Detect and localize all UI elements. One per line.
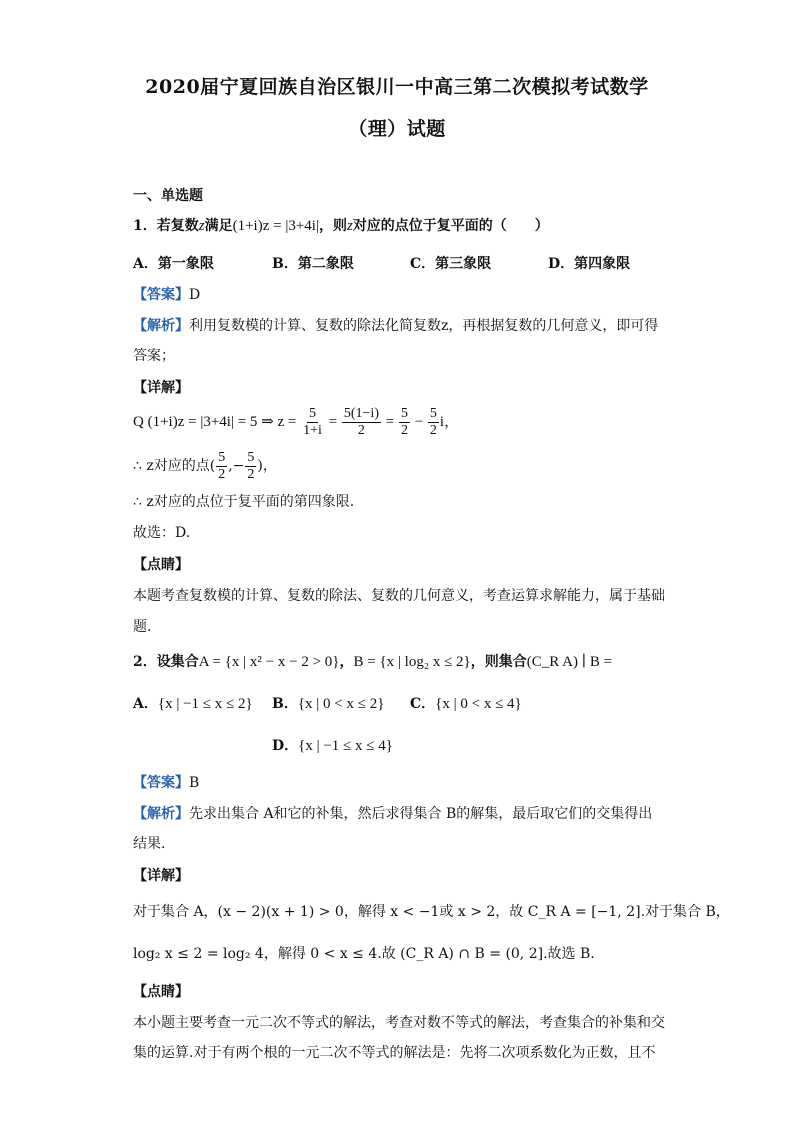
- q1-comment-line2: 题.: [133, 619, 152, 635]
- q1-comment-line1: 本题考查复数模的计算、复数的除法、复数的几何意义，考查运算求解能力，属于基础: [133, 588, 665, 604]
- q2-stem-eq2: B = {x | log₂ x ≤ 2}: [353, 654, 471, 670]
- doc-title-line2: （理）试题: [348, 118, 446, 140]
- q1-stem: [133, 216, 549, 236]
- q2-stem-b: ，: [339, 654, 354, 670]
- q2-answer: [133, 773, 199, 793]
- q1-analysis-text: 利用复数模的计算、复数的除法化简复数z，再根据复数的几何意义，即可得: [189, 318, 659, 334]
- q1-answer: [133, 285, 200, 305]
- q2-detail-line2: log₂ x ≤ 2 = log₂ 4，解得 0 < x ≤ 4.故 (C_R A) ∩ B = (0, 2].故选 B.: [133, 946, 595, 962]
- q1-frac2: $\frac{5(1-i)}{2}$: [343, 406, 379, 439]
- q1-point-prefix: ∴ z对应的点(: [133, 458, 216, 474]
- q1-option-c: C．第三象限: [410, 256, 492, 272]
- q1-answer-value: D: [189, 287, 201, 303]
- q2-stem: [133, 652, 612, 672]
- q2-analysis-line2: 结果.: [133, 836, 166, 852]
- q1-stem-b: 满足: [204, 218, 233, 234]
- q2-option-d: D．{x | −1 ≤ x ≤ 4}: [272, 738, 393, 754]
- q2-comment-line2: 集的运算.对于有两个根的一元二次不等式的解法是：先将二次项系数化为正数，且不: [133, 1045, 656, 1061]
- q1-analysis-tag: 【解析】: [133, 318, 189, 334]
- q1-comment-tag: 【点睛】: [133, 557, 189, 573]
- q2-option-b: B．{x | 0 < x ≤ 2}: [272, 696, 385, 712]
- q1-frac4: $\frac{5}{2}$: [429, 406, 437, 439]
- doc-title-line1: 2020届宁夏回族自治区银川一中高三第二次模拟考试数学: [145, 76, 649, 98]
- q1-option-b: B．第二象限: [272, 256, 354, 272]
- q1-detail-line2: ∴ z对应的点( $\frac{5}{2}$ ,− $\frac{5}{2}$ )，: [133, 449, 277, 482]
- q2-stem-eq1: A = {x | x² − x − 2 > 0}: [198, 654, 340, 670]
- q2-stem-eq3: (C_R A) ∣ B =: [526, 654, 613, 670]
- q2-comment-tag: 【点睛】: [133, 984, 189, 1000]
- q1-stem-d: 对应的点位于复平面的（ ）: [352, 218, 549, 234]
- q2-detail-line1: 对于集合 A，(x − 2)(x + 1) > 0，解得 x < −1或 x > 2，故 C_R A = [−1, 2].对于集合 B，: [133, 904, 730, 920]
- q1-point-frac1: $\frac{5}{2}$: [218, 449, 226, 482]
- q2-answer-value: B: [189, 775, 200, 791]
- q1-stem-a: 1．若复数: [133, 218, 199, 234]
- q2-comment-line1: 本小题主要考查一元二次不等式的解法，考查对数不等式的解法，考查集合的补集和交: [133, 1015, 665, 1031]
- q1-stem-eq: (1+i)z = |3+4i|: [232, 218, 319, 234]
- q1-detail-tail: i，: [439, 414, 460, 430]
- q1-analysis-line1: [133, 316, 658, 336]
- q1-frac3: $\frac{5}{2}$: [400, 406, 408, 439]
- q2-answer-tag: 【答案】: [133, 775, 189, 791]
- q1-detail-line1: Q (1+i)z = |3+4i| = 5 ⇒ z = $\frac{5}{1+i}$ = $\frac{5(1-i)}{2}$ = $\frac{5}{2}$ − $\frac{5}{2}$ i，: [133, 406, 460, 439]
- q2-analysis-tag: 【解析】: [133, 806, 189, 822]
- q1-point-suffix: )，: [257, 458, 277, 474]
- q2-analysis-line1: [133, 804, 652, 824]
- section-heading: 一、单选题: [133, 188, 203, 204]
- q1-point-frac2: $\frac{5}{2}$: [247, 449, 255, 482]
- q2-option-c: C．{x | 0 < x ≤ 4}: [410, 696, 522, 712]
- q1-option-a: A．第一象限: [133, 256, 214, 272]
- q1-detail-line3: ∴ z对应的点位于复平面的第四象限.: [133, 494, 355, 510]
- q1-choose: 故选：D.: [133, 525, 191, 541]
- q2-stem-c: ，则集合: [470, 654, 527, 670]
- q2-stem-a: 2．设集合: [133, 654, 199, 670]
- q2-option-a: A．{x | −1 ≤ x ≤ 2}: [133, 696, 253, 712]
- q1-answer-tag: 【答案】: [133, 287, 189, 303]
- q2-analysis-text: 先求出集合 A和它的补集，然后求得集合 B的解集，最后取它们的交集得出: [189, 806, 653, 822]
- q1-stem-c: ，则: [318, 218, 347, 234]
- q1-detail-eq: Q (1+i)z = |3+4i| = 5 ⇒ z =: [133, 414, 297, 430]
- q1-stem-z2: z: [346, 218, 353, 234]
- q1-stem-z: z: [198, 218, 205, 234]
- q1-option-d: D．第四象限: [548, 256, 631, 272]
- q1-analysis-line2: 答案；: [133, 348, 175, 364]
- q1-frac1: $\frac{5}{1+i}$: [303, 406, 322, 439]
- q2-detail-tag: 【详解】: [133, 868, 189, 884]
- q1-detail-tag: 【详解】: [133, 380, 189, 396]
